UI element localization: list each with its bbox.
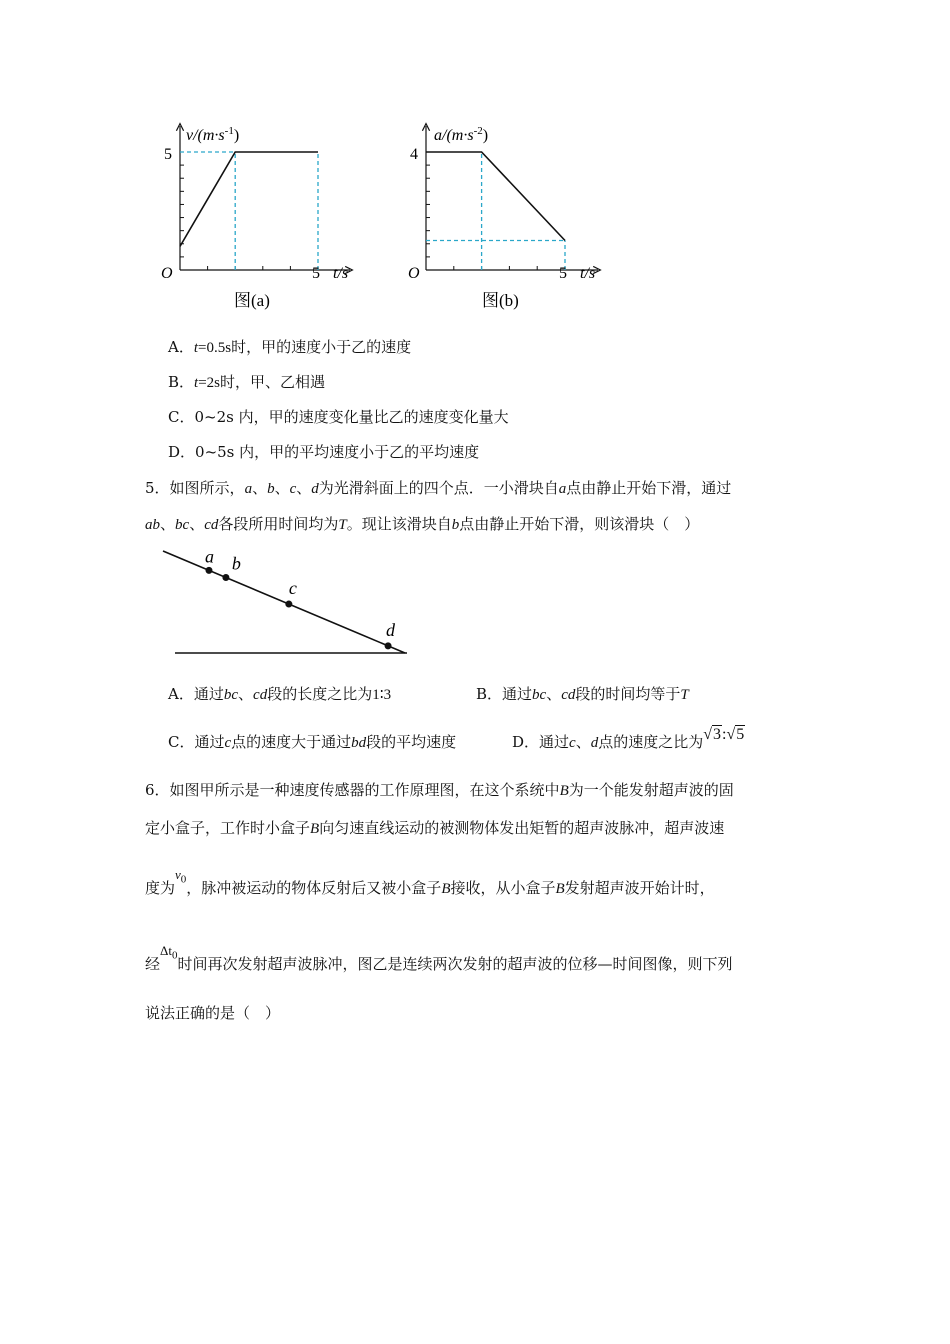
fig-a-velocity-line <box>180 152 318 246</box>
point-label-b: b <box>231 553 241 574</box>
fig-b-caption: 图(b) <box>482 291 519 310</box>
point-b <box>222 574 229 581</box>
fig-a-x-tick: 5 <box>312 265 320 282</box>
q5-option-c: C．通过c点的速度大于通过bd段的平均速度 <box>168 733 457 751</box>
q6-stem-line2: 定小盒子，工作时小盒子B向匀速直线运动的被测物体发出矩暂的超声波脉冲，超声波速 <box>145 819 725 837</box>
fig-a-x-label: t/s <box>333 265 349 282</box>
fig-b-origin: O <box>408 265 420 282</box>
point-label-d: d <box>386 619 396 640</box>
point-c <box>285 601 292 608</box>
q5-option-a: A．通过bc、cd段的长度之比为1∶3 <box>168 685 392 703</box>
point-a <box>205 567 212 574</box>
figure-b <box>398 118 618 318</box>
incline-surface <box>163 551 405 653</box>
q4-option-c: C．0~2s 内，甲的速度变化量比乙的速度变化量大 <box>168 408 509 426</box>
point-label-a: a <box>204 546 214 567</box>
fig-b-y-tick: 4 <box>410 146 418 163</box>
fig-a-y-label: $v/(m\cdot s^{-1})$ <box>186 125 240 144</box>
q6-stem-line3: 度为$v_0$，脉冲被运动的物体反射后又被小盒子B接收，从小盒子B发射超声波开始计时， <box>145 867 715 897</box>
fig-a-origin: O <box>161 265 173 282</box>
q5-option-b: B．通过bc、cd段的时间均等于T <box>476 685 689 703</box>
q5-option-d: D．通过c、d点的速度之比为√3:√5 <box>512 726 745 751</box>
fig-b-x-tick: 5 <box>559 265 567 282</box>
fig-a-caption: 图(a) <box>234 291 270 310</box>
q6-stem-line5: 说法正确的是（ ） <box>145 1004 281 1022</box>
q4-option-d: D．0~5s 内，甲的平均速度小于乙的平均速度 <box>168 443 480 461</box>
q6-stem-line4: 经$\Delta t_0$时间再次发射超声波脉冲，图乙是连续两次发射的超声波的位移—时间图像，则下列 <box>145 943 733 973</box>
point-label-c: c <box>288 578 297 599</box>
q5-stem-line1: 5．如图所示，a、b、c、d为光滑斜面上的四个点．一小滑块自a点由静止开始下滑，通过 <box>145 479 732 497</box>
q5-stem-line2: ab、bc、cd各段所用时间均为T。现让该滑块自b点由静止开始下滑，则该滑块（ ） <box>145 515 700 533</box>
fig-a-y-tick: 5 <box>164 146 172 163</box>
figure-a <box>150 118 370 318</box>
fig-b-acceleration-line <box>426 152 565 241</box>
incline-figure <box>155 545 425 665</box>
q4-option-b: B．t=2s时，甲、乙相遇 <box>168 373 326 391</box>
fig-b-x-label: t/s <box>580 265 596 282</box>
point-d <box>385 642 392 649</box>
q4-option-a: A．t=0.5s时，甲的速度小于乙的速度 <box>168 338 412 356</box>
fig-b-y-label: $a/(m\cdot s^{-2})$ <box>434 125 489 144</box>
sqrt-ratio: √3:√5 <box>703 726 745 743</box>
q6-stem-line1: 6．如图甲所示是一种速度传感器的工作原理图，在这个系统中B为一个能发射超声波的固 <box>145 781 734 799</box>
